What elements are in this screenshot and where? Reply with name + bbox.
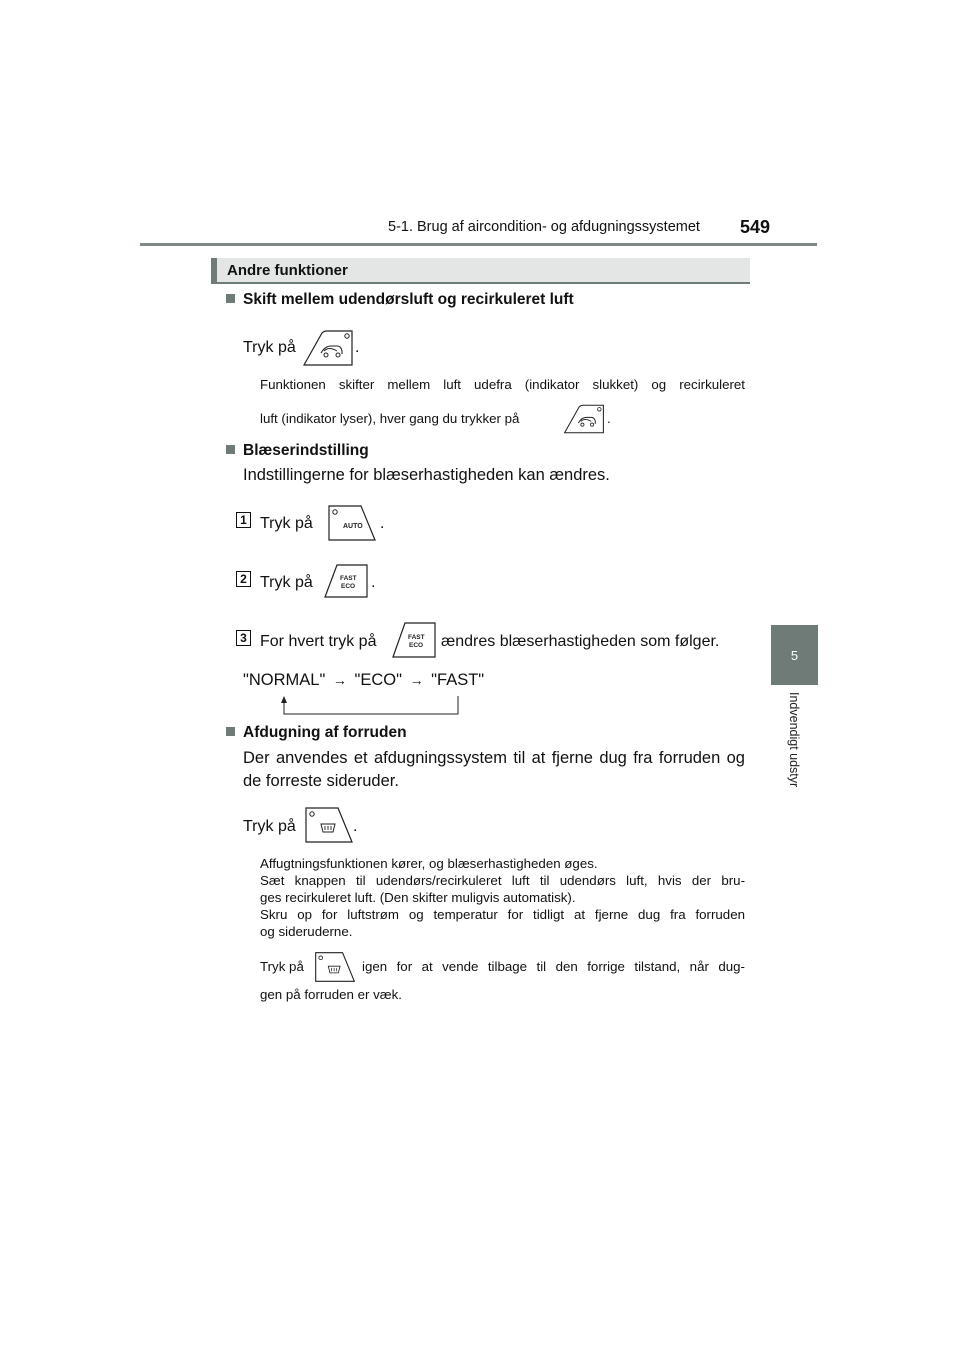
chapter-side-label: Indvendigt udstyr xyxy=(787,692,801,788)
section-title-bar xyxy=(211,258,750,284)
defog-note xyxy=(260,855,745,940)
windshield-defog-icon xyxy=(314,950,356,984)
step-1-text: Tryk på xyxy=(260,515,313,532)
chapter-tab: 5 xyxy=(771,625,818,685)
header-divider xyxy=(140,243,817,246)
recirc-period: . xyxy=(355,339,360,356)
cycle-normal: "NORMAL" xyxy=(243,671,326,689)
defog-instruction: Tryk på xyxy=(243,818,296,835)
step-2-text: Tryk på xyxy=(260,574,313,591)
chapter-header: 5-1. Brug af aircondition- og afdugningssystemet xyxy=(388,219,700,235)
step-number-3: 3 xyxy=(236,630,251,646)
recirculation-car-icon xyxy=(302,329,354,367)
step-3-text-before: For hvert tryk på xyxy=(260,633,377,650)
arrow-right-icon: → xyxy=(332,672,347,688)
recirculation-car-icon xyxy=(563,403,605,435)
svg-text:ECO: ECO xyxy=(341,583,356,590)
bullet-square-icon xyxy=(226,727,235,736)
svg-text:FAST: FAST xyxy=(408,634,425,641)
fast-eco-button-icon xyxy=(391,621,437,659)
svg-text:FAST: FAST xyxy=(340,575,357,582)
defog-last-line2: gen på forruden er væk. xyxy=(260,987,402,1002)
blower-intro: Indstillingerne for blæserhastigheden kan ændres. xyxy=(243,466,610,484)
recirc-instruction: Tryk på xyxy=(243,339,296,356)
defog-note-line: og sideruderne. xyxy=(260,924,353,939)
defog-heading: Afdugning af forruden xyxy=(226,724,407,742)
cycle-fast: "FAST" xyxy=(431,671,485,689)
step-number-2: 2 xyxy=(236,571,251,587)
step-3-text-after: ændres blæserhastigheden som følger. xyxy=(441,633,720,650)
defog-note-line: Skru op for luftstrøm og temperatur for tidligt at fjerne dug fra forruden xyxy=(260,907,745,922)
arrow-right-icon: → xyxy=(409,672,424,688)
cycle-sequence xyxy=(243,671,484,690)
step-number-1: 1 xyxy=(236,512,251,528)
defog-note-line: Sæt knappen til udendørs/recirkuleret luft til udendørs luft, hvis der bru- xyxy=(260,873,745,888)
step-2-period: . xyxy=(371,574,376,591)
fast-eco-button-icon xyxy=(323,563,369,599)
bullet-square-icon xyxy=(226,445,235,454)
blower-heading: Blæserindstilling xyxy=(226,442,369,460)
step-1-period: . xyxy=(380,515,385,532)
svg-text:AUTO: AUTO xyxy=(343,523,363,530)
defog-last-after: igen for at vende tilbage til den forrige tilstand, når dug- xyxy=(362,959,745,974)
auto-button-icon xyxy=(327,504,377,542)
cycle-eco: "ECO" xyxy=(354,671,402,689)
svg-text:ECO: ECO xyxy=(409,642,424,649)
defog-note-line: ges recirkuleret luft. (Den skifter muligvis automatisk). xyxy=(260,890,576,905)
defog-body-line1: Der anvendes et afdugningssystem til at fjerne dug fra forruden og xyxy=(243,749,745,767)
bullet-square-icon xyxy=(226,294,235,303)
recirc-heading: Skift mellem udendørsluft og recirkuleret luft xyxy=(226,291,574,309)
recirc-note-line1: Funktionen skifter mellem luft udefra (indikator slukket) og recirkuleret xyxy=(260,377,745,392)
windshield-defog-icon xyxy=(304,806,354,844)
defog-note-line: Affugtningsfunktionen kører, og blæserhastigheden øges. xyxy=(260,856,598,871)
section-title: Andre funktioner xyxy=(227,262,348,279)
recirc-note-period: . xyxy=(607,411,611,426)
defog-body-line2: de forreste sideruder. xyxy=(243,772,399,790)
cycle-return-arrow-icon xyxy=(278,694,462,718)
defog-period: . xyxy=(353,818,358,835)
page-number: 549 xyxy=(740,217,771,237)
recirc-note-line2: luft (indikator lyser), hver gang du trykker på xyxy=(260,411,520,426)
defog-last-before: Tryk på xyxy=(260,959,304,974)
